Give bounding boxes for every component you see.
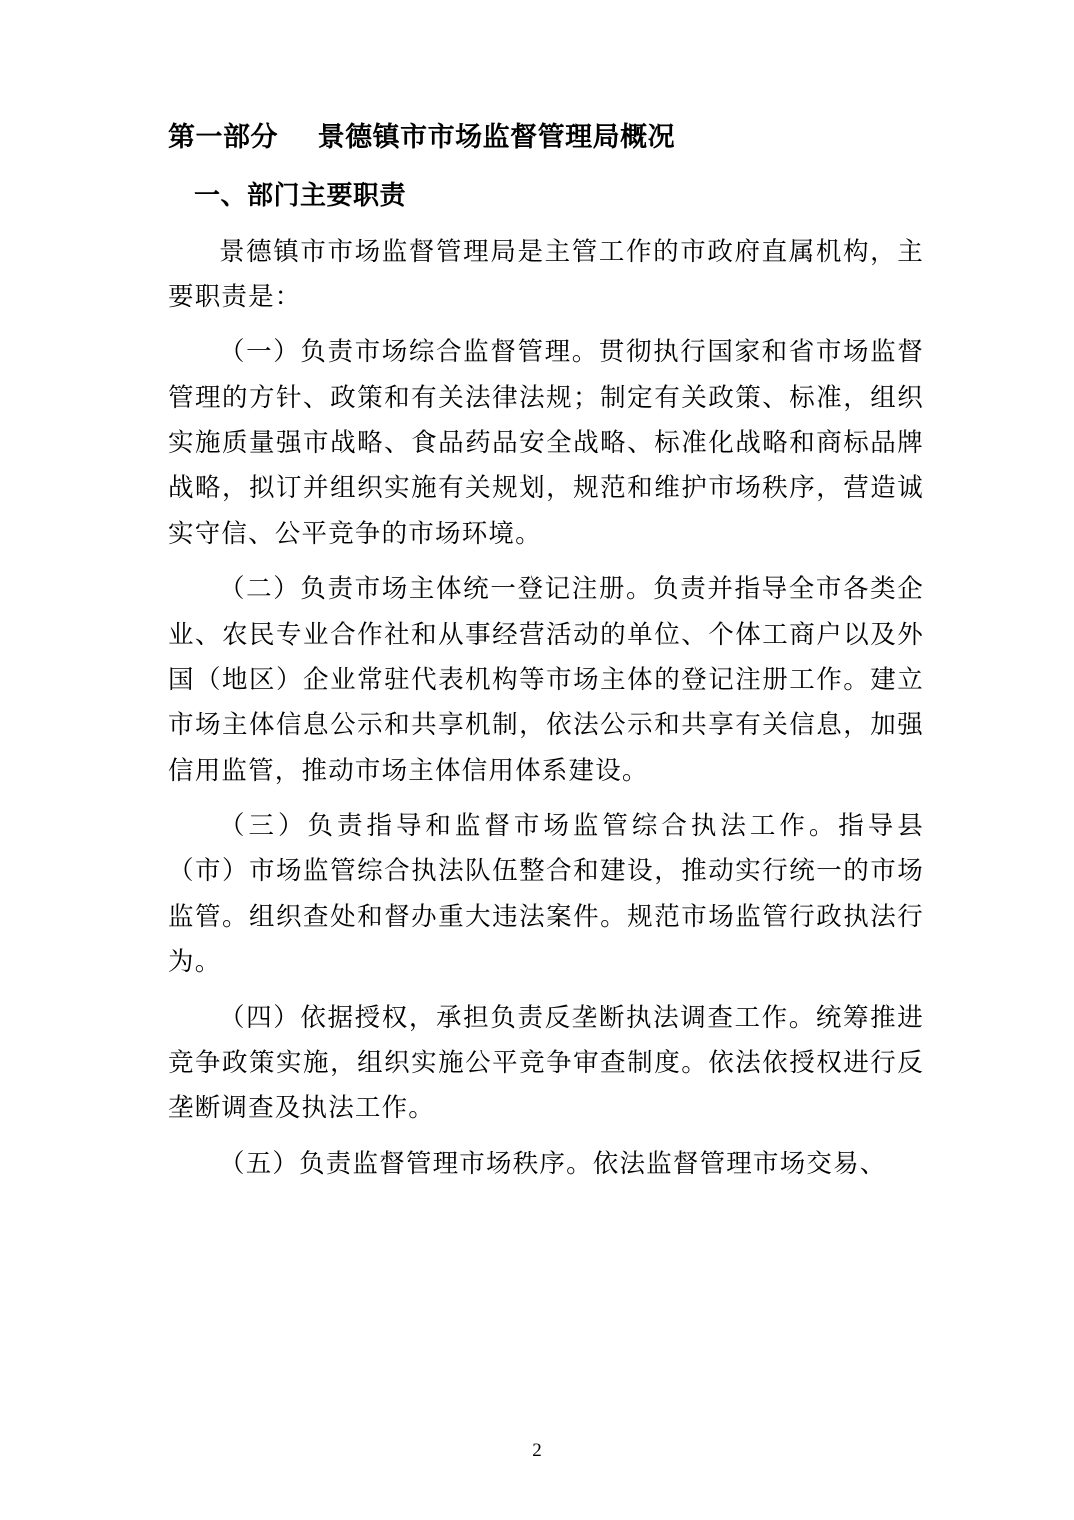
paragraph-item-3: （三）负责指导和监督市场监管综合执法工作。指导县（市）市场监管综合执法队伍整合和建设，推动实行统一的市场监管。组织查处和督办重大违法案件。规范市场监管行政执法行为。: [168, 811, 924, 978]
paragraph-item-1: （一）负责市场综合监督管理。贯彻执行国家和省市场监督管理的方针、政策和有关法律法规；制定有关政策、标准，组织实施质量强市战略、食品药品安全战略、标准化战略和商标品牌战略，拟订并组织实施有关规划，规范和维护市场秩序，营造诚实守信、公平竞争的市场环境。: [168, 337, 924, 549]
subsection-heading: 一、部门主要职责: [194, 180, 407, 211]
paragraph-item-4: （四）依据授权，承担负责反垄断执法调查工作。统筹推进竞争政策实施，组织实施公平竞争审查制度。依法依授权进行反垄断调查及执法工作。: [168, 1002, 924, 1124]
document-body: [168, 118, 924, 1187]
paragraph-item-5: （五）负责监督管理市场秩序。依法监督管理市场交易、: [219, 1148, 887, 1179]
page-number: 2: [532, 1440, 542, 1461]
section-heading: 第一部分 景德镇市市场监督管理局概况: [168, 122, 676, 153]
paragraph-intro: 景德镇市市场监督管理局是主管工作的市政府直属机构，主要职责是：: [168, 236, 924, 312]
paragraph-item-2: （二）负责市场主体统一登记注册。负责并指导全市各类企业、农民专业合作社和从事经营活动的单位、个体工商户以及外国（地区）企业常驻代表机构等市场主体的登记注册工作。建立市场主体信息公示和共享机制，依法公示和共享有关信息，加强信用监管，推动市场主体信用体系建设。: [168, 574, 924, 786]
